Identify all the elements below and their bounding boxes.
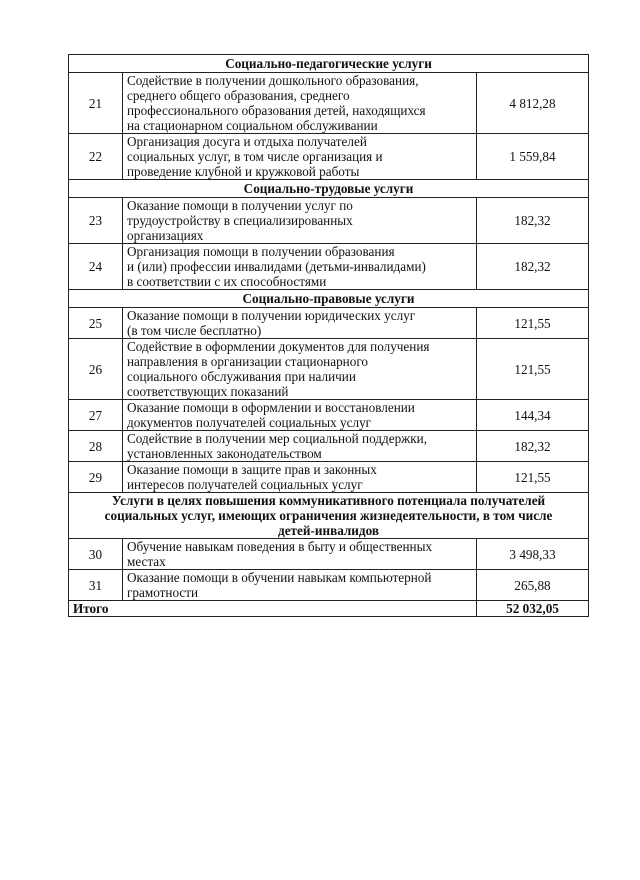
service-price: 3 498,33 xyxy=(477,539,589,570)
total-label: Итого xyxy=(69,601,477,617)
section-title: Социально-педагогические услуги xyxy=(69,55,589,73)
service-name-line: проведение клубной и кружковой работы xyxy=(127,164,360,179)
table-row xyxy=(69,431,589,462)
document-page xyxy=(68,54,588,617)
service-price: 4 812,28 xyxy=(477,73,589,134)
service-price: 1 559,84 xyxy=(477,134,589,180)
total-row xyxy=(69,601,589,617)
service-name xyxy=(123,339,477,400)
service-number: 28 xyxy=(69,431,123,462)
service-price: 144,34 xyxy=(477,400,589,431)
table-row xyxy=(69,400,589,431)
service-name-line: Оказание помощи в обучении навыкам компьютерной xyxy=(127,570,432,585)
service-name-line: Оказание помощи в оформлении и восстановлении xyxy=(127,400,415,415)
service-name-line: (в том числе бесплатно) xyxy=(127,323,262,338)
section-header-row xyxy=(69,290,589,308)
service-name-line: установленных законодательством xyxy=(127,446,322,461)
service-name-line: в соответствии с их способностями xyxy=(127,274,327,289)
service-number: 21 xyxy=(69,73,123,134)
section-title-line: социальных услуг, имеющих ограничения жизнедеятельности, в том числе xyxy=(104,508,553,523)
section-title xyxy=(69,493,589,539)
service-price: 121,55 xyxy=(477,308,589,339)
service-number: 27 xyxy=(69,400,123,431)
service-name-line: Содействие в оформлении документов для получения xyxy=(127,339,430,354)
section-title: Социально-трудовые услуги xyxy=(69,180,589,198)
service-name-line: Организация досуга и отдыха получателей xyxy=(127,134,367,149)
table-row xyxy=(69,308,589,339)
service-name-line: профессионального образования детей, находящихся xyxy=(127,103,426,118)
table-row xyxy=(69,244,589,290)
service-name-line: трудоустройству в специализированных xyxy=(127,213,353,228)
table-row xyxy=(69,73,589,134)
service-name-line: Оказание помощи в получении юридических услуг xyxy=(127,308,416,323)
service-name-line: социальных услуг, в том числе организация и xyxy=(127,149,383,164)
table-row xyxy=(69,539,589,570)
service-name xyxy=(123,431,477,462)
service-name xyxy=(123,462,477,493)
service-name-line: соответствующих показаний xyxy=(127,384,289,399)
table-row xyxy=(69,134,589,180)
service-name-line: социального обслуживания при наличии xyxy=(127,369,356,384)
service-name xyxy=(123,539,477,570)
section-header-row xyxy=(69,180,589,198)
service-name xyxy=(123,400,477,431)
service-name-line: организациях xyxy=(127,228,204,243)
service-name xyxy=(123,244,477,290)
service-name-line: Обучение навыкам поведения в быту и общественных xyxy=(127,539,433,554)
service-price: 182,32 xyxy=(477,431,589,462)
table-row xyxy=(69,462,589,493)
service-name-line: Оказание помощи в получении услуг по xyxy=(127,198,353,213)
service-name-line: на стационарном социальном обслуживании xyxy=(127,118,378,133)
section-header-row xyxy=(69,55,589,73)
section-title-line: детей-инвалидов xyxy=(278,523,379,538)
service-price: 121,55 xyxy=(477,462,589,493)
service-number: 26 xyxy=(69,339,123,400)
table-row xyxy=(69,339,589,400)
service-price: 182,32 xyxy=(477,198,589,244)
service-number: 30 xyxy=(69,539,123,570)
service-name-line: направления в организации стационарного xyxy=(127,354,368,369)
service-number: 29 xyxy=(69,462,123,493)
table-row xyxy=(69,570,589,601)
service-name-line: документов получателей социальных услуг xyxy=(127,415,372,430)
service-number: 25 xyxy=(69,308,123,339)
section-header-row xyxy=(69,493,589,539)
service-price: 121,55 xyxy=(477,339,589,400)
service-number: 31 xyxy=(69,570,123,601)
service-name xyxy=(123,73,477,134)
service-name-line: интересов получателей социальных услуг xyxy=(127,477,363,492)
total-value: 52 032,05 xyxy=(477,601,589,617)
service-number: 24 xyxy=(69,244,123,290)
service-number: 23 xyxy=(69,198,123,244)
service-name-line: Содействие в получении мер социальной поддержки, xyxy=(127,431,428,446)
service-name xyxy=(123,570,477,601)
section-title: Социально-правовые услуги xyxy=(69,290,589,308)
services-price-table xyxy=(68,54,589,617)
service-price: 182,32 xyxy=(477,244,589,290)
service-number: 22 xyxy=(69,134,123,180)
service-name xyxy=(123,308,477,339)
service-name-line: и (или) профессии инвалидами (детьми-инвалидами) xyxy=(127,259,426,274)
service-name-line: Организация помощи в получении образования xyxy=(127,244,395,259)
service-name xyxy=(123,134,477,180)
service-name-line: грамотности xyxy=(127,585,199,600)
service-name-line: Содействие в получении дошкольного образования, xyxy=(127,73,419,88)
service-name-line: местах xyxy=(127,554,166,569)
service-name-line: Оказание помощи в защите прав и законных xyxy=(127,462,377,477)
table-row xyxy=(69,198,589,244)
service-price: 265,88 xyxy=(477,570,589,601)
section-title-line: Услуги в целях повышения коммуникативного потенциала получателей xyxy=(111,493,546,508)
service-name-line: среднего общего образования, среднего xyxy=(127,88,350,103)
service-name xyxy=(123,198,477,244)
